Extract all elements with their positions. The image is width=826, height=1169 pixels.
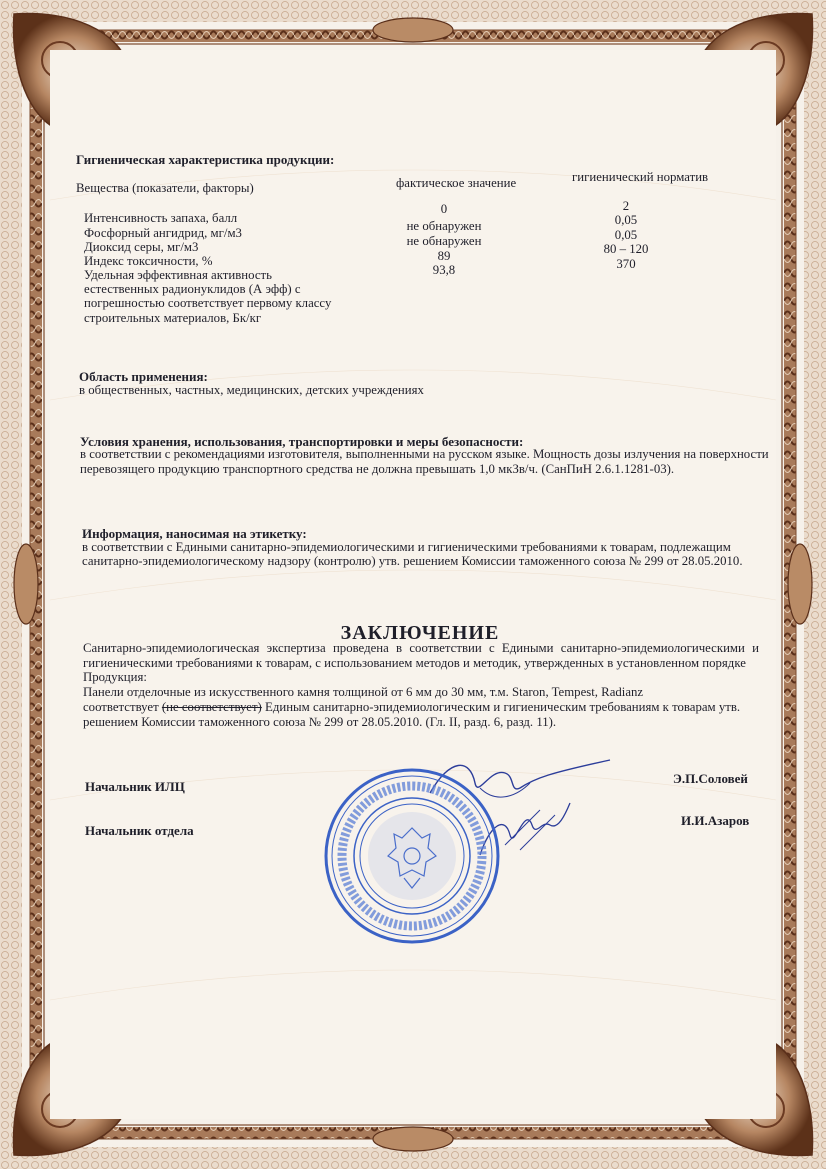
conclusion-line: гигиеническими требованиями к товарам, с использованием методов и методик, утвержденных в установленном порядке bbox=[83, 656, 746, 670]
row-actual: не обнаружен bbox=[406, 219, 482, 233]
non-compliance-struck: (не соответствует) bbox=[161, 700, 262, 714]
conclusion-products-label: Продукция: bbox=[83, 670, 147, 684]
conclusion-line: Санитарно-эпидемиологическая экспертиза проведена в соответствии с Едиными санитарно-эпидемиологическими и bbox=[83, 641, 759, 655]
signatory-name-2: И.И.Азаров bbox=[681, 813, 750, 828]
row-name-line: погрешностью соответствует первому классу bbox=[84, 296, 332, 310]
compliance-rest: Единым санитарно-эпидемиологическим и гигиеническим требованиям к товарам утв. bbox=[265, 700, 741, 714]
row-name: Фосфорный ангидрид, мг/м3 bbox=[84, 226, 242, 240]
signatory-role-2: Начальник отдела bbox=[85, 823, 194, 838]
hygiene-heading: Гигиеническая характеристика продукции: bbox=[76, 152, 335, 167]
row-name-line: Удельная эффективная активность bbox=[84, 268, 272, 282]
conclusion-product-description: Панели отделочные из искусственного камня толщиной от 6 мм до 30 мм, т.м. Staron, Tempest, Radianz bbox=[83, 685, 644, 699]
scope-heading: Область применения: bbox=[79, 369, 208, 384]
column-substances: Вещества (показатели, факторы) bbox=[76, 181, 254, 195]
storage-heading: Условия хранения, использования, транспортировки и меры безопасности: bbox=[80, 434, 524, 449]
row-name: Диоксид серы, мг/м3 bbox=[84, 240, 199, 254]
storage-text-line: в соответствии с рекомендациями изготовителя, выполненными на русском языке. Мощность дозы излучения на поверхности bbox=[80, 447, 769, 461]
conclusion-title: ЗАКЛЮЧЕНИЕ bbox=[340, 622, 500, 644]
signatory-name-1: Э.П.Соловей bbox=[673, 771, 748, 786]
conclusion-compliance-line bbox=[83, 700, 740, 715]
row-actual: 93,8 bbox=[432, 263, 456, 277]
row-norm: 0,05 bbox=[614, 213, 638, 227]
label-info-line: санитарно-эпидемиологическому надзору (контролю) утв. решением Комиссии таможенного союза № 299 от 28.05.2010. bbox=[82, 554, 743, 568]
column-actual: фактическое значение bbox=[396, 176, 517, 190]
row-name-line: естественных радионуклидов (А эфф) с bbox=[84, 282, 301, 296]
row-name-line: строительных материалов, Бк/кг bbox=[84, 311, 262, 325]
scope-text: в общественных, частных, медицинских, детских учреждениях bbox=[79, 383, 424, 397]
storage-text-line: перевозящего продукцию транспортного средства не должна превышать 1,0 мкЗв/ч. (СанПиН 2.6.1.1281-03). bbox=[80, 462, 675, 476]
label-info-line: в соответствии с Едиными санитарно-эпидемиологическими и гигиеническими требованиями к товарам, подлежащим bbox=[82, 540, 731, 554]
row-norm: 2 bbox=[622, 199, 630, 213]
conclusion-line: решением Комиссии таможенного союза № 299 от 28.05.2010. (Гл. II, разд. 6, разд. 11). bbox=[83, 715, 557, 729]
compliance-word: соответствует bbox=[83, 700, 159, 714]
row-actual: 0 bbox=[440, 202, 448, 216]
row-norm: 0,05 bbox=[614, 228, 638, 242]
row-norm: 80 – 120 bbox=[603, 242, 649, 256]
row-actual: не обнаружен bbox=[406, 234, 482, 248]
signatory-role-1: Начальник ИЛЦ bbox=[85, 779, 185, 794]
row-norm: 370 bbox=[616, 257, 636, 271]
row-name: Индекс токсичности, % bbox=[84, 254, 213, 268]
row-actual: 89 bbox=[437, 249, 451, 263]
row-name: Интенсивность запаха, балл bbox=[84, 211, 238, 225]
column-norm: гигиенический норматив bbox=[572, 170, 709, 184]
label-info-heading: Информация, наносимая на этикетку: bbox=[82, 526, 307, 541]
official-seal bbox=[322, 766, 502, 946]
